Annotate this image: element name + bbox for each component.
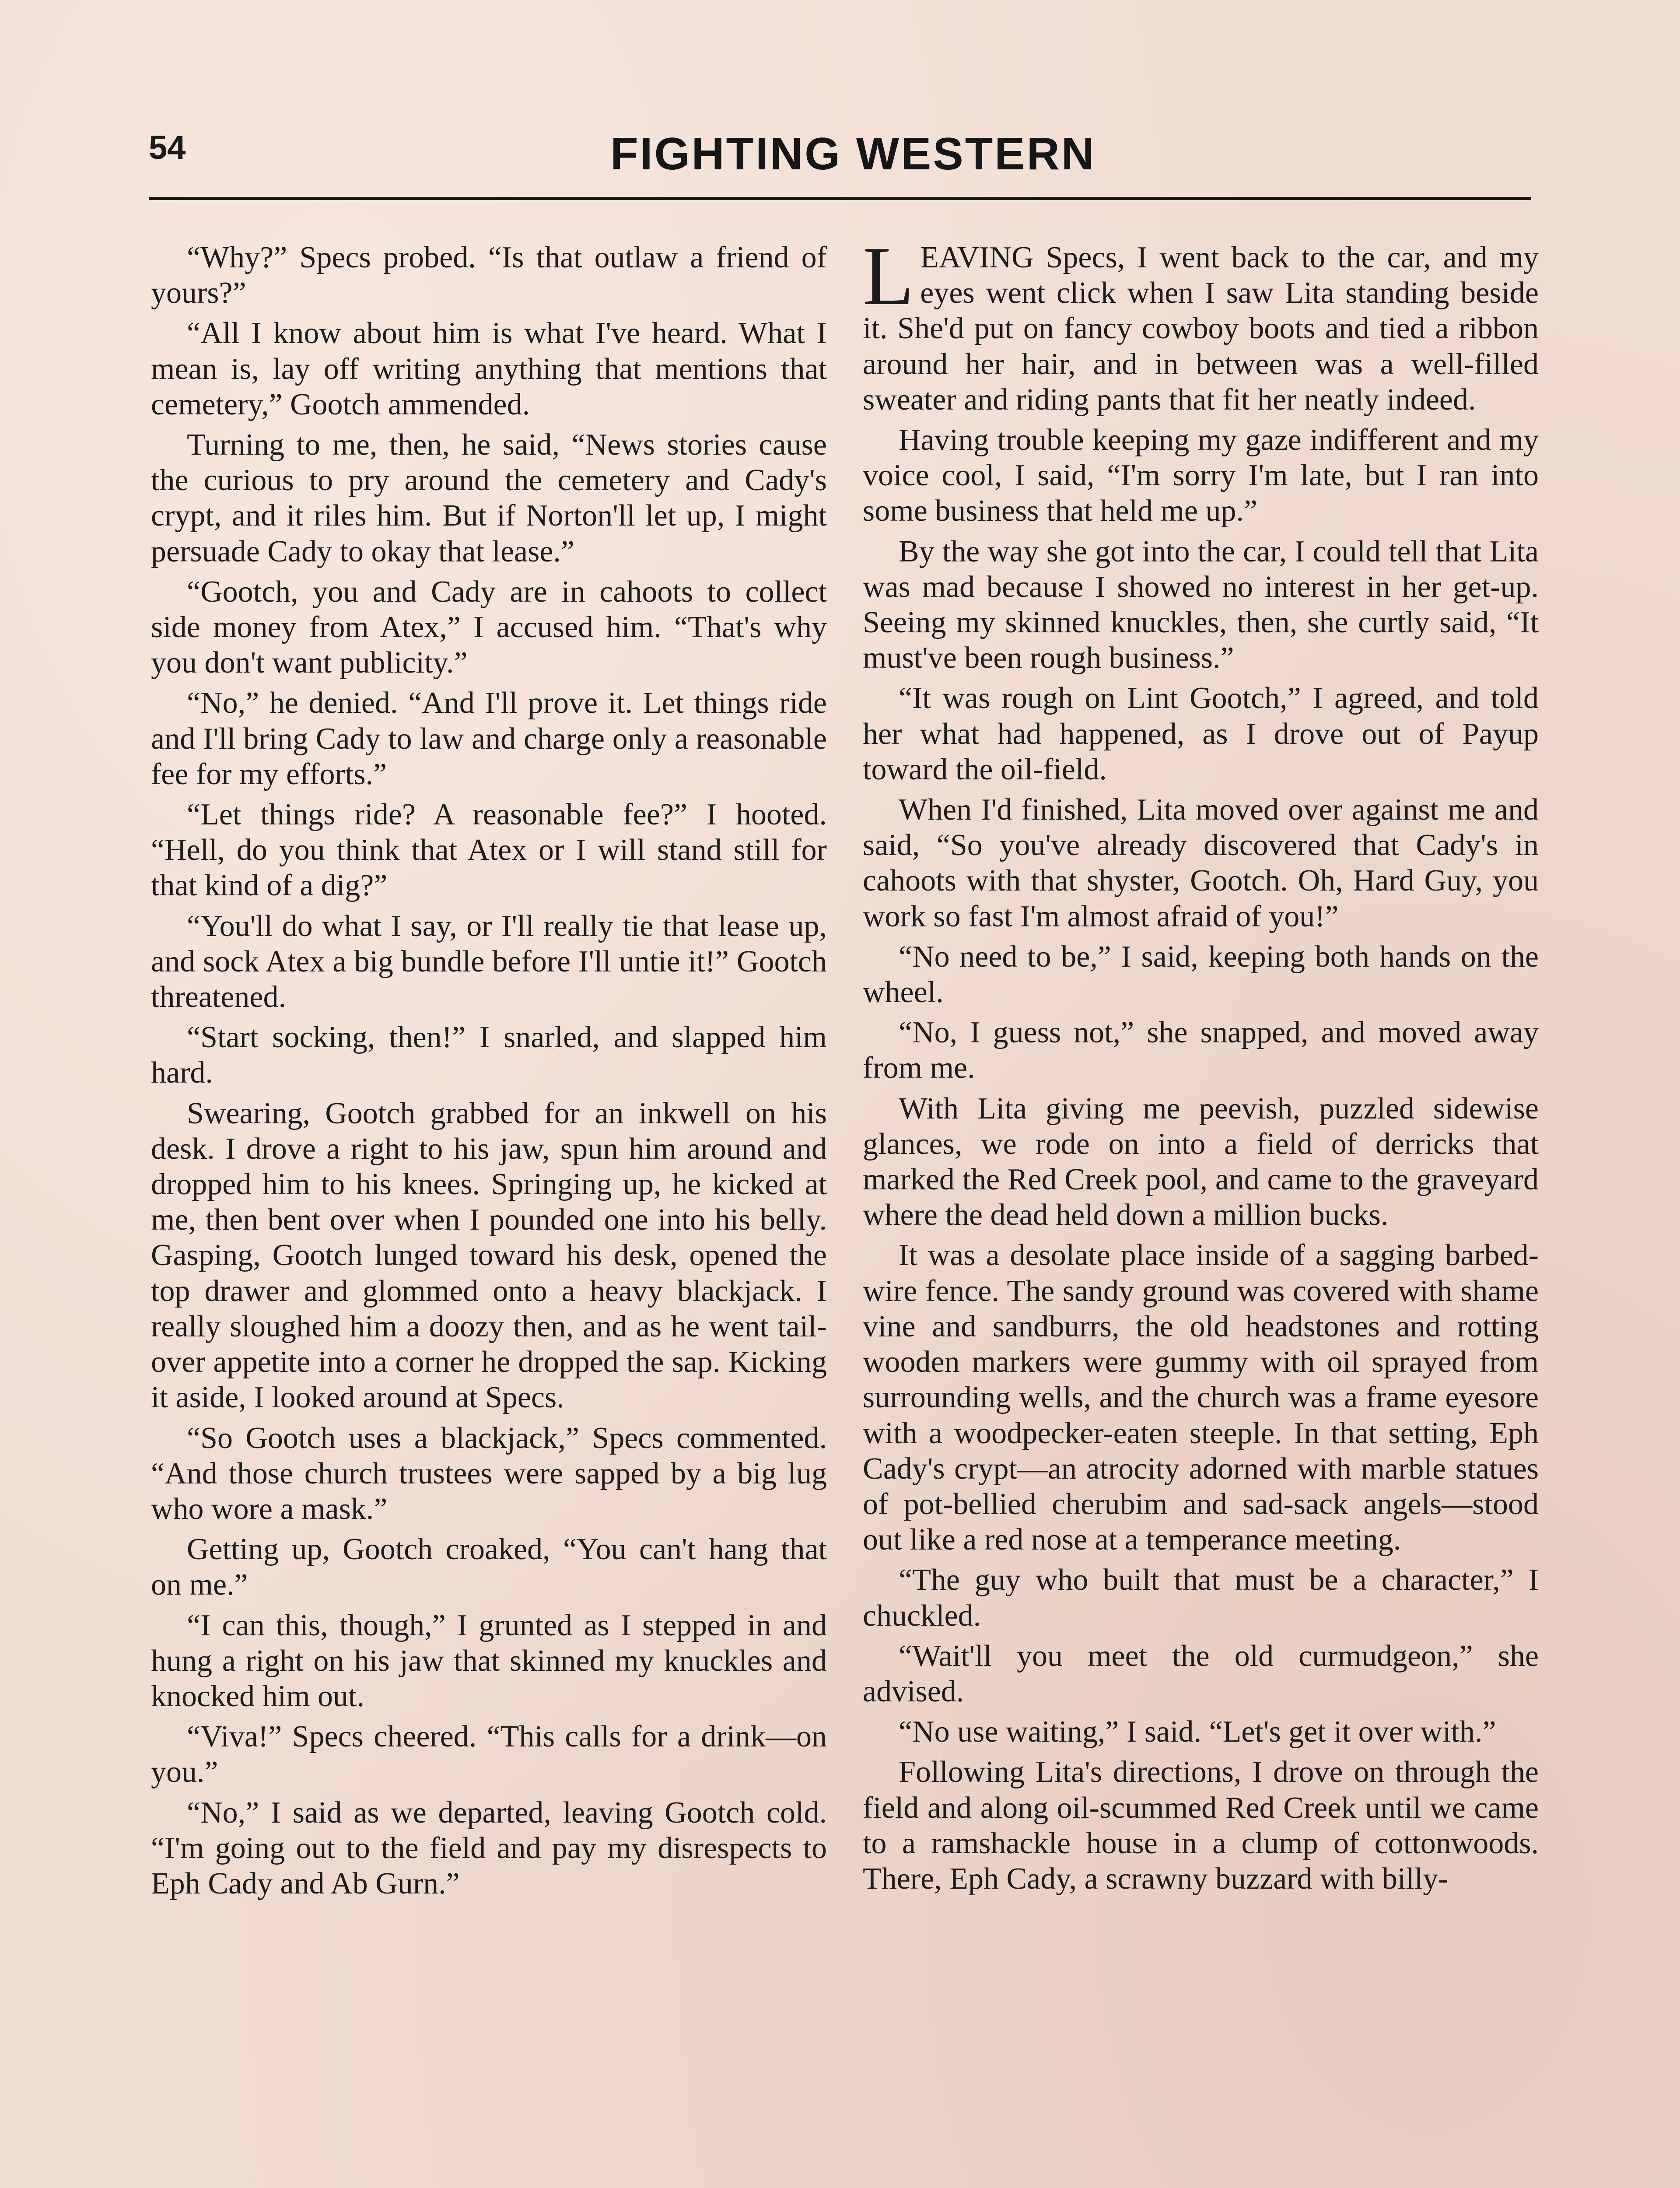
paragraph: With Lita giving me peevish, puzzled sidewise glances, we rode on into a field of derricks that marked the Red Creek pool, and came to the graveyard where the dead held down a million bucks. [863,1091,1539,1232]
paragraph: “No,” he denied. “And I'll prove it. Let things ride and I'll bring Cady to law and charge only a reasonable fee for my efforts.” [151,686,827,791]
paragraph: Turning to me, then, he said, “News stories cause the curious to pry around the cemetery and Cady's crypt, and it riles him. But if Norton'll let up, I might persuade Cady to okay that lease.” [151,428,827,568]
page-number: 54 [149,129,186,166]
paragraph: “The guy who built that must be a character,” I chuckled. [863,1563,1539,1633]
paragraph: “No,” I said as we departed, leaving Gootch cold. “I'm going out to the field and pay my disrespects to Eph Cady and Ab Gurn.” [151,1795,827,1900]
paragraph: “No use waiting,” I said. “Let's get it over with.” [899,1715,1496,1749]
paragraph: “Gootch, you and Cady are in cahoots to collect side money from Atex,” I accused him. “That's why you don't want publicity.” [151,575,827,680]
paragraph: It was a desolate place inside of a sagging barbed-wire fence. The sandy ground was covered with shame vine and sandburrs, the old headstones and rotting wooden markers were gummy with oil sprayed from surrounding wells, and the church was a frame eyesore with a woodpecker-eaten steeple. In that setting, Eph Cady's crypt—an atrocity adorned with marble statues of pot-bellied cherubim and sad-sack angels—stood out like a red nose at a temperance meeting. [863,1238,1539,1557]
drop-cap: L [863,229,914,323]
paragraph: “I can this, though,” I grunted as I stepped in and hung a right on his jaw that skinned my knuckles and knocked him out. [151,1608,827,1713]
right-column [863,229,1539,1901]
left-column [151,240,827,1906]
paragraph: “Viva!” Specs cheered. “This calls for a drink—on you.” [151,1720,827,1789]
opening-paragraph-text: EAVING Specs, I went back to the car, and my eyes went click when I saw Lita standing beside it. She'd put on fancy cowboy boots and tied a ribbon around her hair, and in between was a well-filled sweater and riding pants that fit her neatly indeed. [863,241,1539,417]
running-title: FIGHTING WESTERN [610,129,1096,179]
paragraph: Swearing, Gootch grabbed for an inkwell on his desk. I drove a right to his jaw, spun him around and dropped him to his knees. Springing up, he kicked at me, then bent over when I pounded one into his belly. Gasping, Gootch lunged toward his desk, opened the top drawer and glommed onto a heavy blackjack. I really sloughed him a doozy then, and as he went tail-over appetite into a corner he dropped the sap. Kicking it aside, I looked around at Specs. [151,1096,827,1415]
paragraph: Getting up, Gootch croaked, “You can't hang that on me.” [151,1532,827,1602]
opening-paragraph [863,229,1539,417]
paragraph: Having trouble keeping my gaze indifferent and my voice cool, I said, “I'm sorry I'm late, but I ran into some business that held me up.” [863,423,1539,528]
paragraph: When I'd finished, Lita moved over against me and said, “So you've already discovered that Cady's in cahoots with that shyster, Gootch. Oh, Hard Guy, you work so fast I'm almost afraid of you!” [863,793,1539,933]
paragraph: “No, I guess not,” she snapped, and moved away from me. [863,1016,1539,1085]
paragraph: “It was rough on Lint Gootch,” I agreed, and told her what had happened, as I drove out of Payup toward the oil-field. [863,681,1539,786]
paragraph: By the way she got into the car, I could tell that Lita was mad because I showed no interest in her get-up. Seeing my skinned knuckles, then, she curtly said, “It must've been rough business.” [863,534,1539,675]
paragraph: Following Lita's directions, I drove on through the field and along oil-scummed Red Creek until we came to a ramshackle house in a clump of cottonwoods. There, Eph Cady, a scrawny buzzard with billy- [863,1755,1539,1896]
header-rule [149,197,1531,200]
paragraph: “All I know about him is what I've heard. What I mean is, lay off writing anything that mentions that cemetery,” Gootch ammended. [151,316,827,421]
paragraph: “Start socking, then!” I snarled, and slapped him hard. [151,1020,827,1090]
paragraph: “You'll do what I say, or I'll really tie that lease up, and sock Atex a big bundle before I'll untie it!” Gootch threatened. [151,909,827,1014]
paragraph: “No need to be,” I said, keeping both hands on the wheel. [863,940,1539,1010]
paragraph: “Let things ride? A reasonable fee?” I hooted. “Hell, do you think that Atex or I will stand still for that kind of a dig?” [151,798,827,903]
paragraph: “So Gootch uses a blackjack,” Specs commented. “And those church trustees were sapped by a big lug who wore a mask.” [151,1421,827,1526]
paragraph: “Why?” Specs probed. “Is that outlaw a friend of yours?” [151,241,827,310]
paragraph: “Wait'll you meet the old curmudgeon,” she advised. [863,1639,1539,1708]
